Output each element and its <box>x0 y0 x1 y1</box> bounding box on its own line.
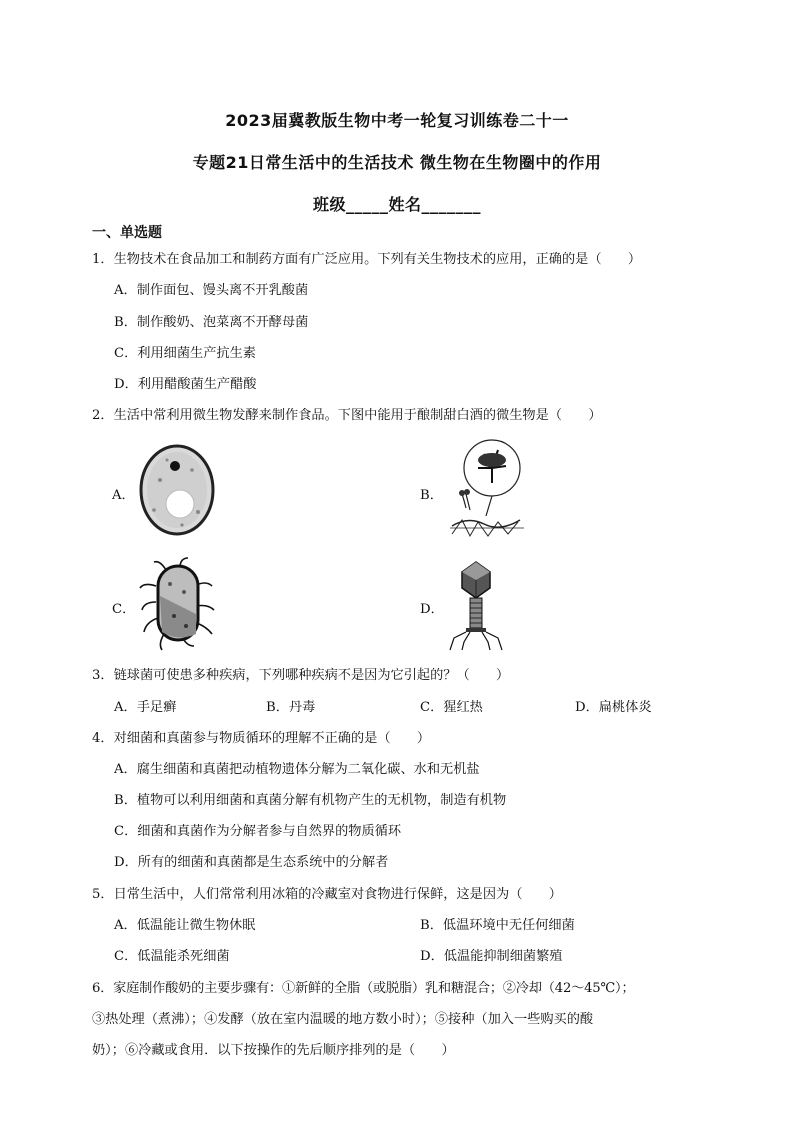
q3-option-b: B．丹毒 <box>266 700 316 715</box>
yeast-cell-figure <box>132 440 222 540</box>
exam-title: 2023届冀教版生物中考一轮复习训练卷二十一 <box>225 111 569 130</box>
bacterium-figure <box>136 556 220 652</box>
q5-option-c: C．低温能杀死细菌 <box>114 949 230 964</box>
q2-option-c: C． <box>112 602 136 617</box>
mold-figure <box>448 438 528 543</box>
q3-option-c: C．猩红热 <box>420 700 483 715</box>
q5-option-b: B．低温环境中无任何细菌 <box>420 918 575 933</box>
bacteriophage-figure <box>446 560 506 652</box>
q3-option-d: D．扁桃体炎 <box>575 700 652 715</box>
q1-option-a: A．制作面包、馒头离不开乳酸菌 <box>114 283 309 298</box>
q2-option-b: B． <box>420 488 443 503</box>
q2-stem: 2．生活中常利用微生物发酵来制作食品。下图中能用于酿制甜白酒的微生物是（ ） <box>92 408 602 423</box>
q4-option-c: C．细菌和真菌作为分解者参与自然界的物质循环 <box>114 824 402 839</box>
q5-option-d: D．低温能抑制细菌繁殖 <box>420 949 563 964</box>
q1-option-b: B．制作酸奶、泡菜离不开酵母菌 <box>114 315 309 330</box>
q4-stem: 4．对细菌和真菌参与物质循环的理解不正确的是（ ） <box>92 731 431 746</box>
q4-option-d: D．所有的细菌和真菌都是生态系统中的分解者 <box>114 855 389 870</box>
q4-option-a: A．腐生细菌和真菌把动植物遗体分解为二氧化碳、水和无机盐 <box>114 762 480 777</box>
q2-option-a: A． <box>112 488 135 503</box>
section-heading: 一、单选题 <box>92 225 162 241</box>
q1-option-d: D．利用醋酸菌生产醋酸 <box>114 377 257 392</box>
q6-stem-line2: ③热处理（煮沸）；④发酵（放在室内温暖的地方数小时）；⑤接种（加入一些购买的酸 <box>92 1012 594 1027</box>
q2-option-d: D． <box>420 602 444 617</box>
q4-option-b: B．植物可以利用细菌和真菌分解有机物产生的无机物，制造有机物 <box>114 793 507 808</box>
q1-option-c: C．利用细菌生产抗生素 <box>114 346 256 361</box>
q1-stem: 1．生物技术在食品加工和制药方面有广泛应用。下列有关生物技术的应用，正确的是（ ） <box>92 252 642 267</box>
exam-subtitle: 专题21日常生活中的生活技术 微生物在生物圈中的作用 <box>192 153 602 172</box>
q6-stem-line1: 6．家庭制作酸奶的主要步骤有：①新鲜的全脂（或脱脂）乳和糖混合；②冷却（42～45℃）； <box>92 981 635 996</box>
class-name-line: 班级_____姓名_______ <box>312 195 481 214</box>
q3-stem: 3．链球菌可使患多种疾病，下列哪种疾病不是因为它引起的？（ ） <box>92 668 510 683</box>
q3-option-a: A．手足癣 <box>114 700 177 715</box>
q5-option-a: A．低温能让微生物休眠 <box>114 918 256 933</box>
q5-stem: 5．日常生活中，人们常常利用冰箱的冷藏室对食物进行保鲜，这是因为（ ） <box>92 887 562 902</box>
q6-stem-line3: 奶）；⑥冷藏或食用．以下按操作的先后顺序排列的是（ ） <box>92 1043 455 1058</box>
